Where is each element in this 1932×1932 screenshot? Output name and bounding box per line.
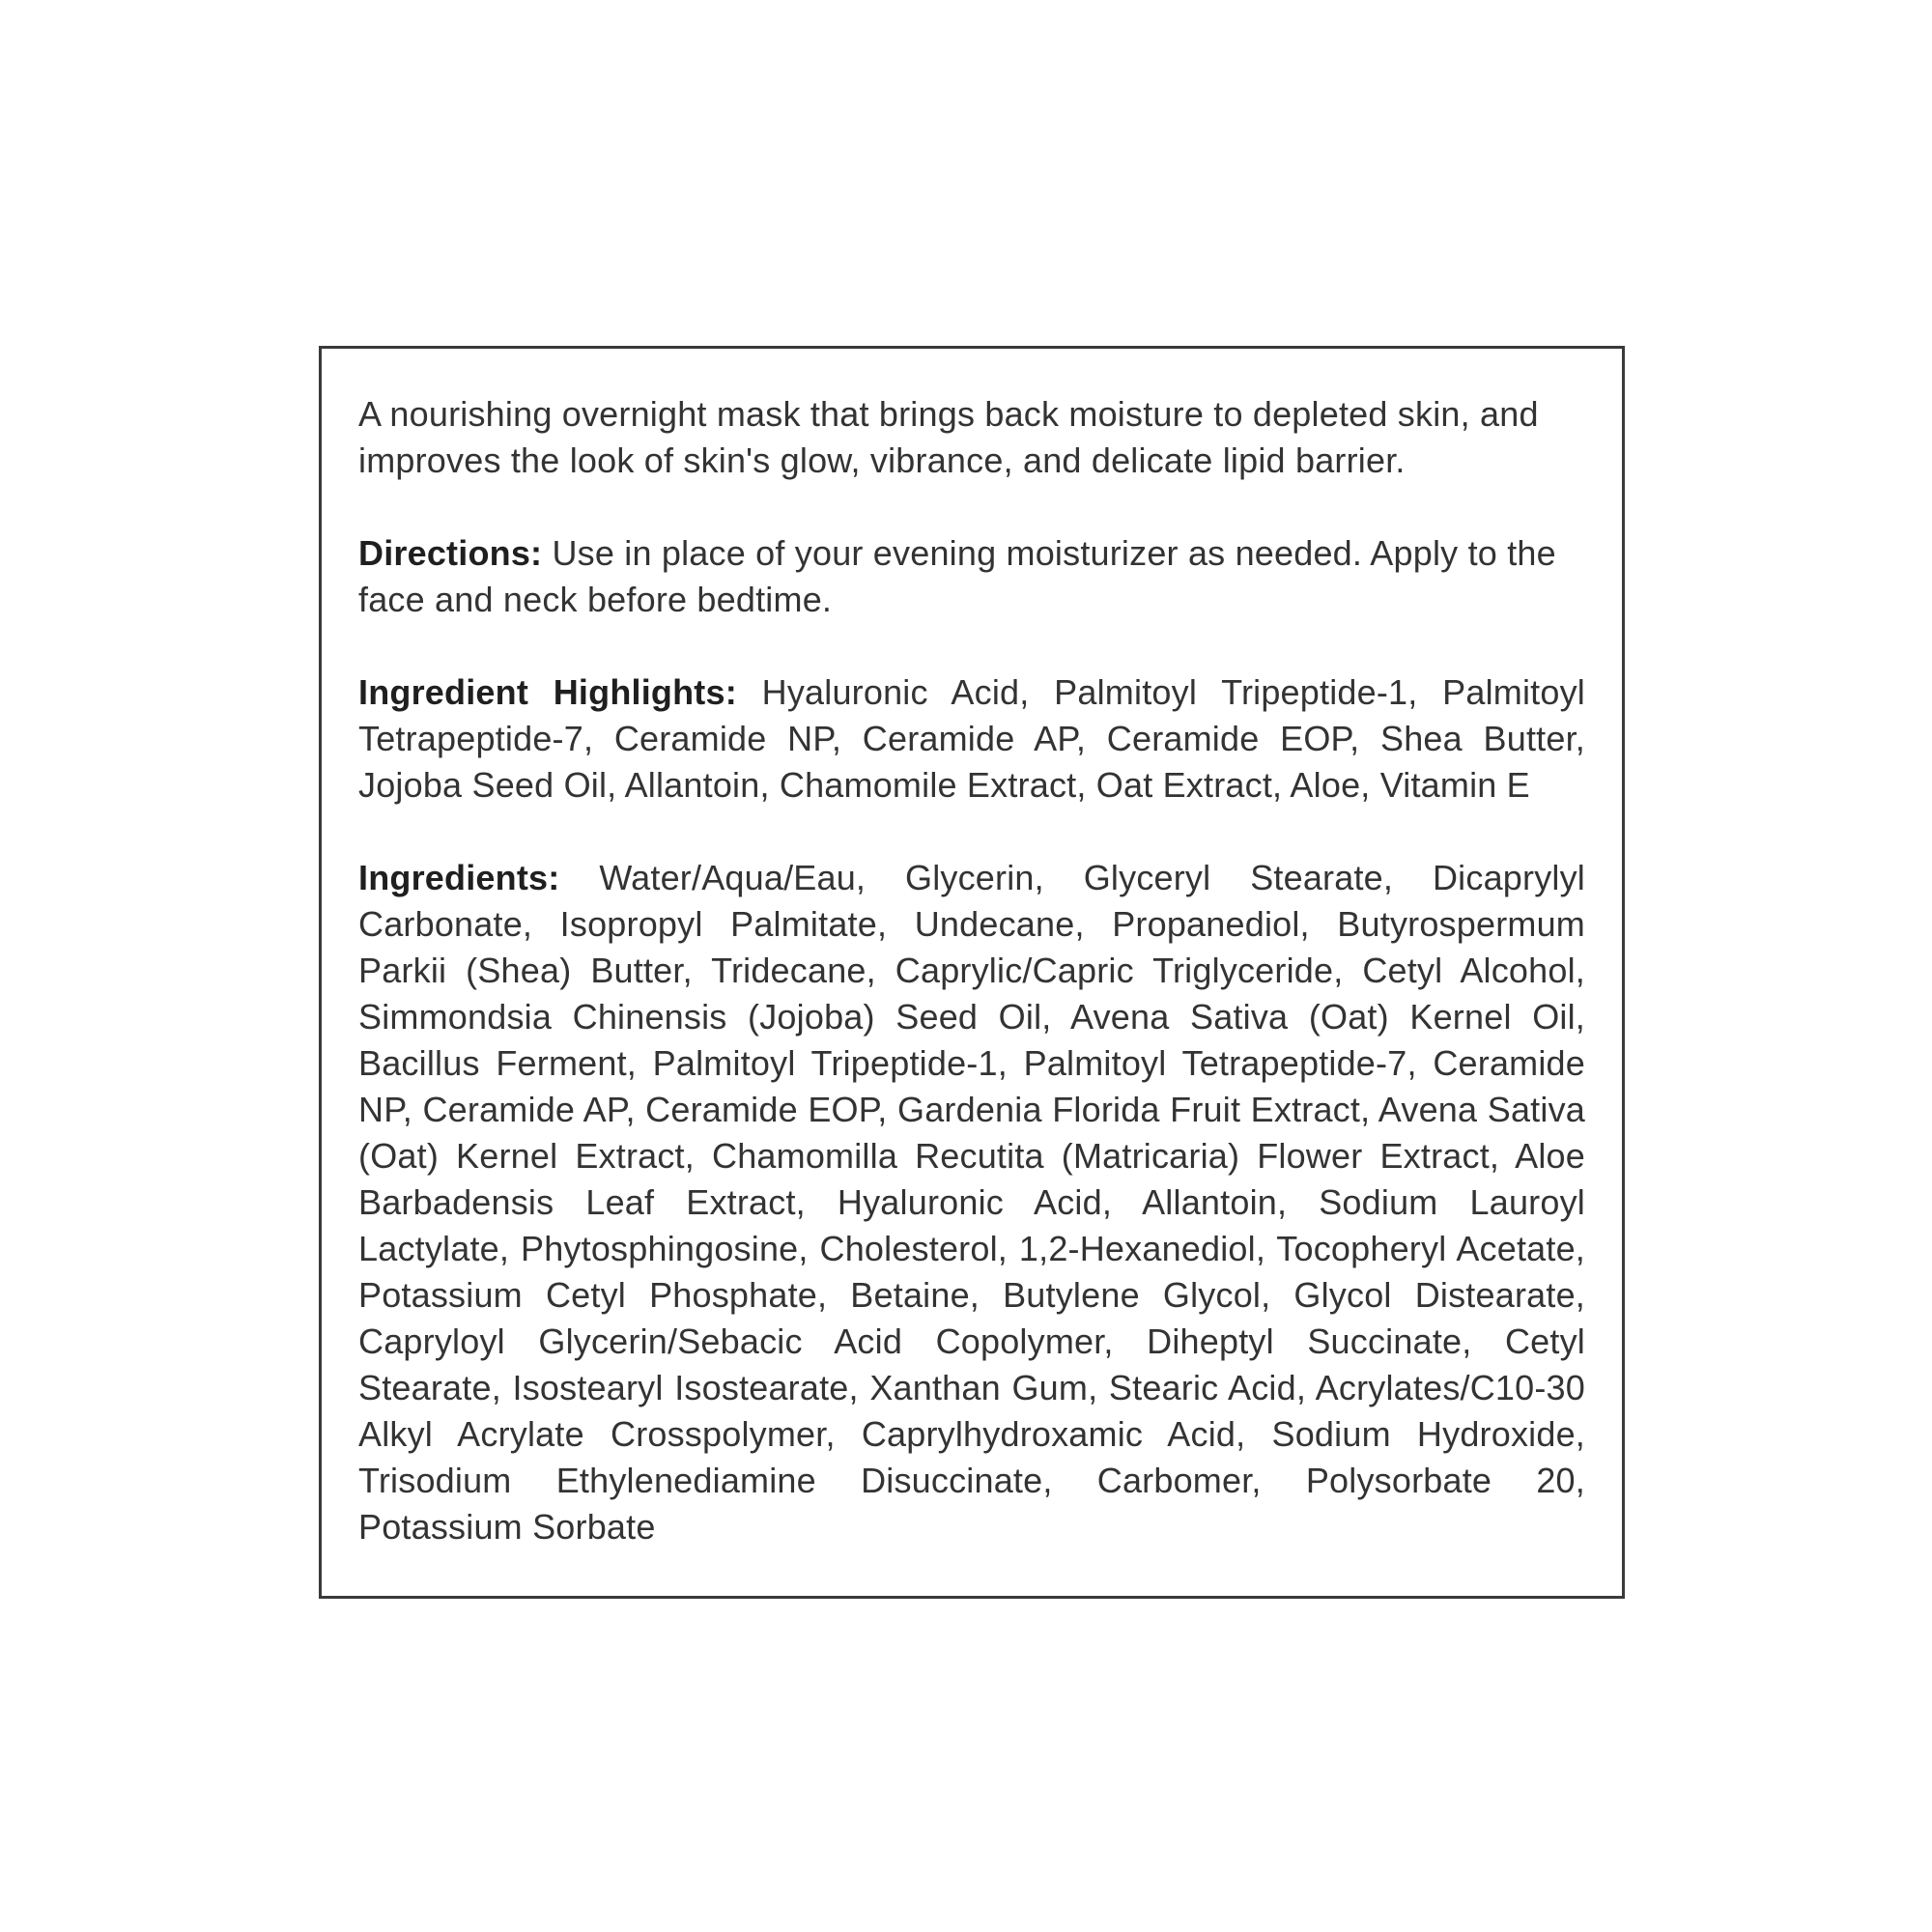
ingredients-section [358,855,1585,1550]
ingredient-highlights-label: Ingredient Highlights: [358,672,737,712]
ingredient-highlights-section [358,669,1585,809]
ingredients-label: Ingredients: [358,858,560,897]
ingredient-highlights-text: Hyaluronic Acid, Palmitoyl Tripeptide-1, Palmitoyl Tetrapeptide-7, Ceramide NP, Ceramide AP, Ceramide EOP, Shea Butter, Jojoba Seed Oil, Allantoin, Chamomile Extract, Oat Extract, Aloe, Vitamin E [358,672,1586,805]
directions-section [358,530,1585,623]
directions-label: Directions: [358,533,543,573]
product-info-box [319,346,1625,1599]
ingredients-text: Water/Aqua/Eau, Glycerin, Glyceryl Stearate, Dicaprylyl Carbonate, Isopropyl Palmitate, Undecane, Propanediol, Butyrospermum Parkii (Shea) Butter, Tridecane, Caprylic/Capric Triglyceride, Cetyl Alcohol, Simmondsia Chinensis (Jojoba) Seed Oil, Avena Sativa (Oat) Kernel Oil, Bacillus Ferment, Palmitoyl Tripeptide-1, Palmitoyl Tetrapeptide-7, Ceramide NP, Ceramide AP, Ceramide EOP, Gardenia Florida Fruit Extract, Avena Sativa (Oat) Kernel Extract, Chamomilla Recutita (Matricaria) Flower Extract, Aloe Barbadensis Leaf Extract, Hyaluronic Acid, Allantoin, Sodium Lauroyl Lactylate, Phytosphingosine, Cholesterol, 1,2-Hexanediol, Tocopheryl Acetate, Potassium Cetyl Phosphate, Betaine, Butylene Glycol, Glycol Distearate, Capryloyl Glycerin/Sebacic Acid Copolymer, Diheptyl Succinate, Cetyl Stearate, Isostearyl Isostearate, Xanthan Gum, Stearic Acid, Acrylates/C10-30 Alkyl Acrylate Crosspolymer, Caprylhydroxamic Acid, Sodium Hydroxide, Trisodium Ethylenediamine Disuccinate, Carbomer, Polysorbate 20, Potassium Sorbate [358,858,1585,1547]
description-text: A nourishing overnight mask that brings back moisture to depleted skin, and improves the look of skin's glow, vibrance, and delicate lipid barrier. [358,394,1539,480]
product-description [358,391,1585,484]
directions-text: Use in place of your evening moisturizer as needed. Apply to the face and neck before bedtime. [358,533,1556,619]
